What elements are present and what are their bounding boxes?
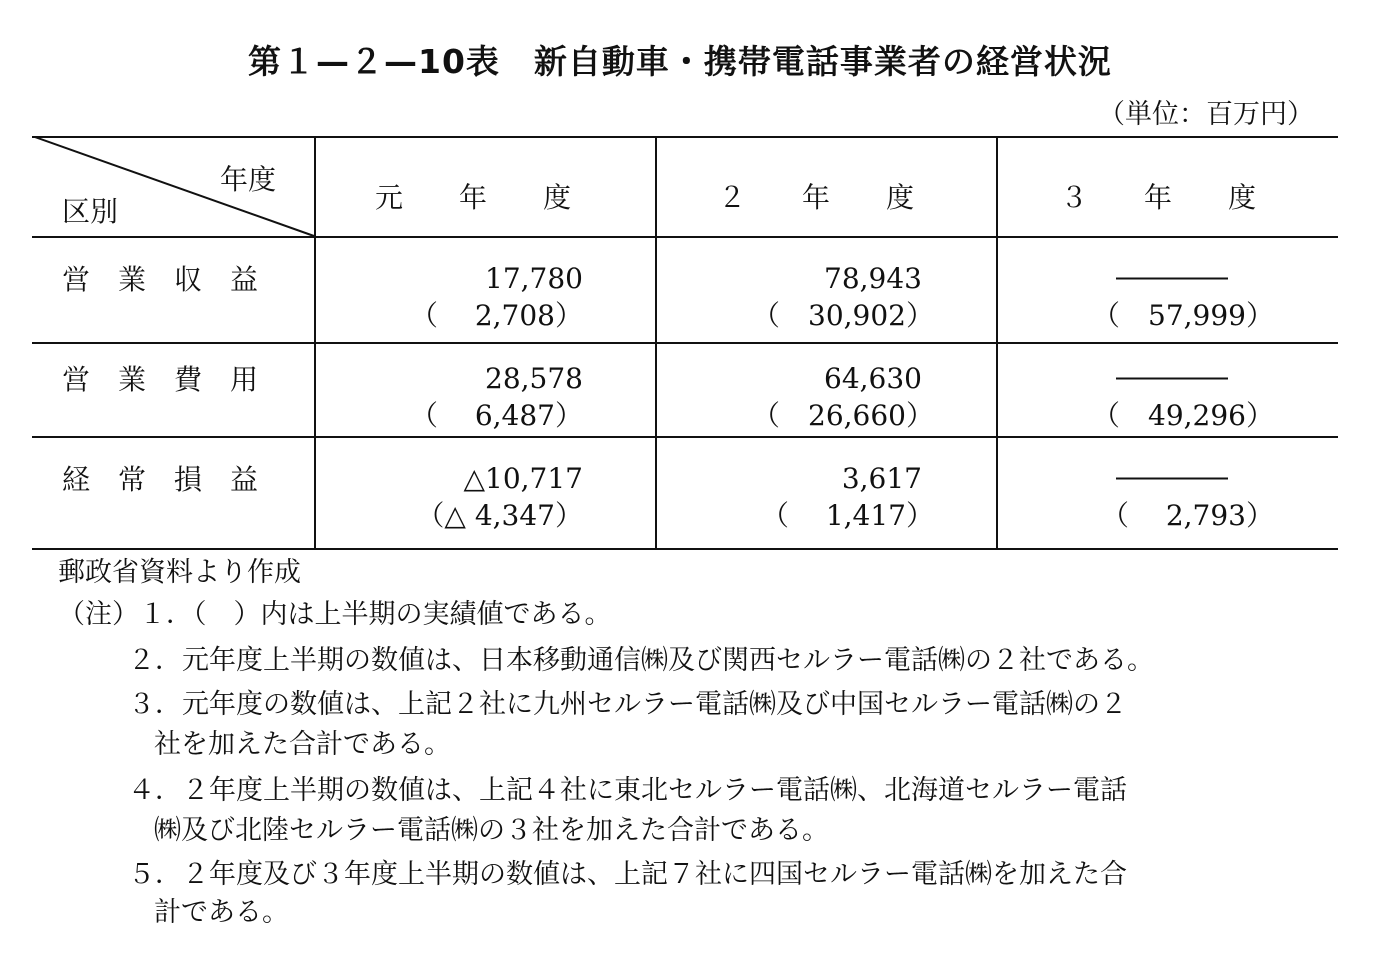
table-cell-half-year: （ 2,793） — [1100, 499, 1274, 532]
note-line: ５．２年度及び３年度上半期の数値は、上記７社に四国セルラー電話㈱を加えた合 — [128, 859, 1127, 890]
row-rule — [32, 342, 1338, 344]
table-cell-half-year: （△ 4,347） — [416, 499, 583, 532]
column-rule — [655, 136, 657, 550]
table-cell-value: △10,717 — [463, 462, 583, 495]
note-line: ４．２年度上半期の数値は、上記４社に東北セルラー電話㈱、北海道セルラー電話 — [128, 775, 1127, 806]
table-bottom-rule — [32, 548, 1338, 550]
table-cell-dash: ―――― — [1116, 460, 1228, 493]
table-cell-dash: ―――― — [1116, 360, 1228, 393]
note-line: ３．元年度の数値は、上記２社に九州セルラー電話㈱及び中国セルラー電話㈱の２ — [128, 689, 1127, 720]
note-line: （注）１．（ ）内は上半期の実績値である。 — [58, 599, 612, 630]
table-cell-value: 17,780 — [485, 262, 583, 295]
row-rule — [32, 436, 1338, 438]
table-cell-value: 64,630 — [824, 362, 922, 395]
note-line: 計である。 — [154, 897, 289, 928]
table-title: 第１—２—10表 新自動車・携帯電話事業者の経営状況 — [248, 42, 1112, 81]
column-header: 元 年 度 — [375, 181, 572, 214]
table-cell-value: 3,617 — [841, 462, 922, 495]
table-cell-half-year: （ 2,708） — [409, 299, 583, 332]
row-label: 経 常 損 益 — [62, 463, 259, 496]
table-cell-half-year: （ 6,487） — [409, 399, 583, 432]
source-note: 郵政省資料より作成 — [58, 557, 301, 588]
table-cell-half-year: （ 49,296） — [1092, 399, 1274, 432]
data-table — [32, 136, 1338, 550]
table-cell-value: 28,578 — [485, 362, 583, 395]
note-line: ㈱及び北陸セルラー電話㈱の３社を加えた合計である。 — [154, 815, 829, 846]
table-cell-half-year: （ 57,999） — [1092, 299, 1274, 332]
note-line: ２．元年度上半期の数値は、日本移動通信㈱及び関西セルラー電話㈱の２社である。 — [128, 645, 1154, 676]
column-header: ２ 年 度 — [718, 181, 915, 214]
table-cell-half-year: （ 26,660） — [752, 399, 934, 432]
corner-category-label: 区別 — [62, 195, 119, 228]
table-cell-value: 78,943 — [824, 262, 922, 295]
corner-year-label: 年度 — [220, 163, 277, 196]
table-cell-half-year: （ 30,902） — [752, 299, 934, 332]
column-rule — [996, 136, 998, 550]
note-line: 社を加えた合計である。 — [154, 729, 451, 760]
table-cell-half-year: （ 1,417） — [760, 499, 934, 532]
unit-label: （単位：百万円） — [1098, 99, 1314, 130]
row-label: 営 業 収 益 — [62, 263, 259, 296]
column-header: ３ 年 度 — [1060, 181, 1257, 214]
row-label: 営 業 費 用 — [62, 363, 259, 396]
table-cell-dash: ―――― — [1116, 260, 1228, 293]
